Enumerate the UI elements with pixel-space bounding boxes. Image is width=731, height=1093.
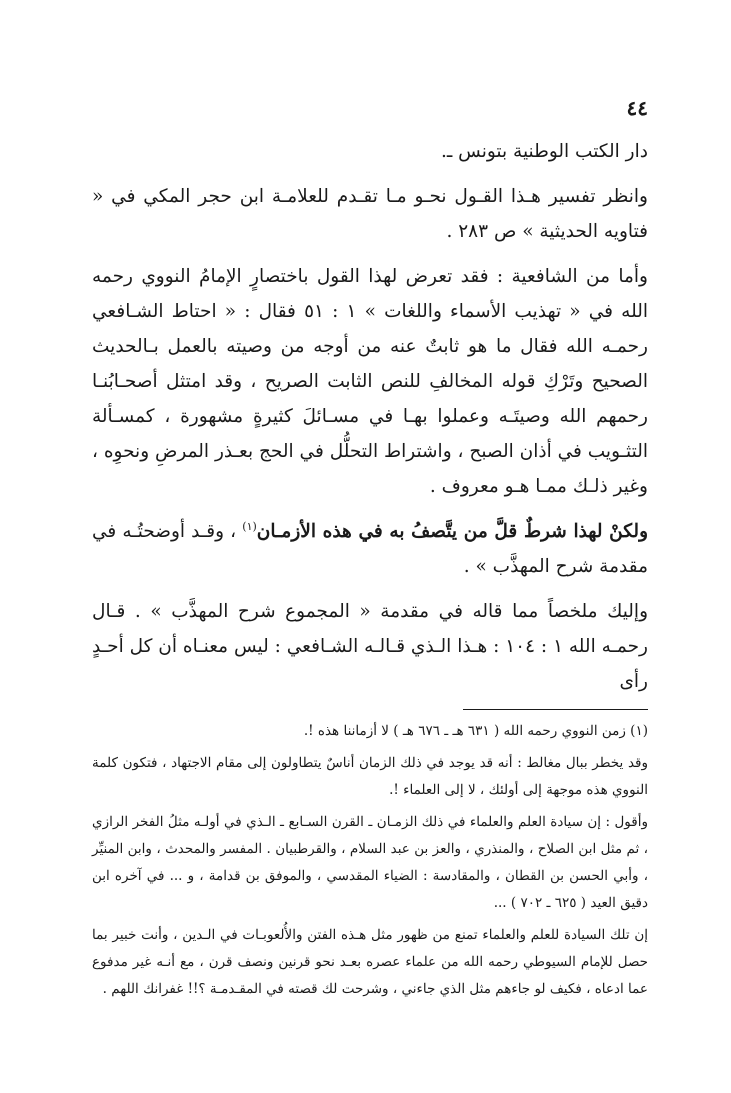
footnote-1: (١) زمن النووي رحمه الله ( ٦٣١ هـ ـ ٦٧٦ هـ ) لا أزماننا هذه !.: [303, 723, 648, 739]
paragraph-5: وإليك ملخصاً مما قاله في مقدمة « المجموع شرح المهذَّب » . قـال رحمـه الله ١ : ١٠٤ : هـذا الـذي قـالـه الشـافعي : ليس معنـاه أن كل أحـدٍ رأى: [92, 601, 648, 692]
main-text: [92, 134, 648, 699]
footnotes: [92, 718, 648, 1003]
footnote-divider: [463, 709, 648, 710]
page-number: ٤٤: [626, 96, 648, 120]
paragraph-2: وانظر تفسير هـذا القـول نحـو مـا تقـدم للعلامـة ابن حجر المكي في « فتاويه الحديثية » ص ٢٨٣ .: [92, 186, 648, 242]
footnote-4: إن تلك السيادة للعلم والعلماء تمنع من ظهور مثل هـذه الفتن والأُلعوبـات في الـدين ، وأنت خبير بما حصل للإمام السيوطي رحمه الله من علماء عصره بعـد نحو قرنين ونصف قرن ، مع أنـه غير مدفوع عما ادعاه ، فكيف لو جاءهم مثل الذي جاءني ، وشرحت لك قصته في المقـدمـة ؟!! غفرانك اللهم .: [92, 927, 648, 997]
paragraph-4-rest: ، وقـد أوضحتُـه في مقدمة شرح المهذَّب » .: [92, 521, 648, 577]
bold-lead-sentence: ولكنْ لهذا شرطٌ قلَّ من يتَّصفُ به في هذه الأزمـان: [256, 521, 649, 542]
footnote-2: وقد يخطر ببال مغالط : أنه قد يوجد في ذلك الزمان أناسٌ يتطاولون إلى مقام الاجتهاد ، فتكون كلمة النووي هذه موجهة إلى أولئك ، لا إلى العلماء !.: [92, 755, 648, 798]
paragraph-4: [92, 514, 648, 584]
paragraph-1: دار الكتب الوطنية بتونس ـ.: [440, 141, 648, 162]
footnote-3: وأقول : إن سيادة العلم والعلماء في ذلك الزمـان ـ القرن السـابع ـ الـذي في أولـه مثلُ الفخر الرازي ، ثم مثل ابن الصلاح ، والمنذري ، والعز بن عبد السلام ، والقرطبيان . المفسر والمحدث ، وابن المنيِّر ، وأبي الحسن بن القطان ، والمقادسة : الضياء المقدسي ، والموفق بن قدامة ، و ... في آخره ابن دقيق العيد ( ٦٢٥ ـ ٧٠٢ ) ...: [92, 814, 648, 911]
footnote-reference: (١): [242, 519, 257, 533]
book-page: [92, 96, 648, 1008]
paragraph-3: وأما من الشافعية : فقد تعرض لهذا القول باختصارٍ الإمامُ النووي رحمه الله في « تهذيب الأسماء واللغات » ١ : ٥١ فقال : « احتاط الشـافعي رحمـه الله فقال ما هو ثابتٌ عنه من أوجه من وصيته بالعمل بـالحديث الصحيح وتَرْكِ قوله المخالفِ للنص الثابت الصريح ، وقد امتثل أصحـابُنـا رحمهم الله وصيتَـه وعملوا بهـا في مسـائلَ كثيرةٍ مشهورة ، كمسـألة التثـويب في أذان الصبح ، واشتراط التحلُّل في الحج بعـذر المرضِ ونحوِه ، وغير ذلـك ممـا هـو معروف .: [92, 266, 649, 497]
